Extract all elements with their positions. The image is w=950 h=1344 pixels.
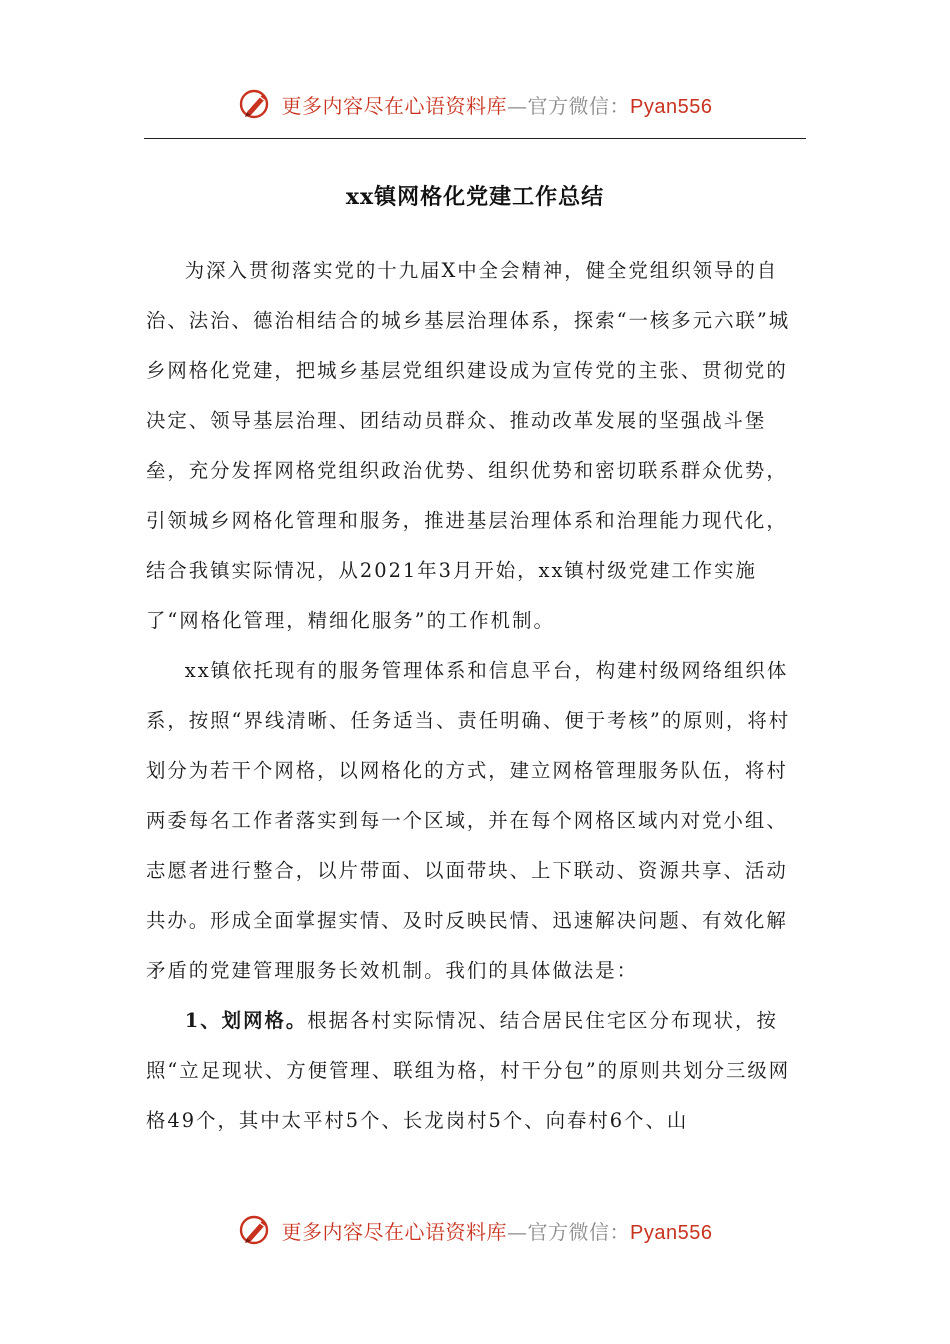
header-watermark: [0, 82, 950, 126]
watermark-main: 更多内容尽在心语资料库: [281, 93, 508, 118]
watermark-text: [282, 90, 713, 119]
watermark-text: [282, 1216, 713, 1245]
watermark-official: 官方微信：: [527, 1219, 631, 1244]
header-divider: [144, 138, 806, 139]
document-body: [146, 246, 796, 1146]
paragraph-1: 为深入贯彻落实党的十九届X中全会精神，健全党组织领导的自治、法治、德治相结合的城乡基层治理体系，探索“一核多元六联”城乡网格化党建，把城乡基层党组织建设成为宣传党的主张、贯彻党的决定、领导基层治理、团结动员群众、推动改革发展的坚强战斗堡垒，充分发挥网格党组织政治优势、组织优势和密切联系群众优势，引领城乡网格化管理和服务，推进基层治理体系和治理能力现代化，结合我镇实际情况，从2021年3月开始，xx镇村级党建工作实施了“网格化管理，精细化服务”的工作机制。: [146, 259, 791, 632]
watermark-dash: —: [507, 93, 528, 118]
watermark-main: 更多内容尽在心语资料库: [281, 1219, 508, 1244]
watermark-official: 官方微信：: [527, 93, 631, 118]
paragraph-3: [146, 996, 796, 1146]
document-title: xx镇网格化党建工作总结: [345, 184, 605, 210]
item-1-label: 1、划网格。: [184, 1009, 308, 1032]
item-1-text: 根据各村实际情况、结合居民住宅区分布现状，按照“立足现状、方便管理、联组为格，村干分包”的原则共划分三级网格49个，其中太平村5个、长龙岗村5个、向春村6个、山: [146, 1009, 791, 1132]
watermark-wechat-id: Pyan556: [630, 95, 713, 118]
pen-logo-icon: [238, 86, 274, 122]
footer-watermark: [0, 1208, 950, 1252]
pen-logo-icon: [238, 1212, 274, 1248]
watermark-dash: —: [507, 1219, 528, 1244]
watermark-wechat-id: Pyan556: [630, 1221, 713, 1244]
paragraph-2: xx镇依托现有的服务管理体系和信息平台，构建村级网络组织体系，按照“界线清晰、任务适当、责任明确、便于考核”的原则，将村划分为若干个网格，以网格化的方式，建立网格管理服务队伍，将村两委每名工作者落实到每一个区域，并在每个网格区域内对党小组、志愿者进行整合，以片带面、以面带块、上下联动、资源共享、活动共办。形成全面掌握实情、及时反映民情、迅速解决问题、有效化解矛盾的党建管理服务长效机制。我们的具体做法是：: [146, 659, 791, 982]
